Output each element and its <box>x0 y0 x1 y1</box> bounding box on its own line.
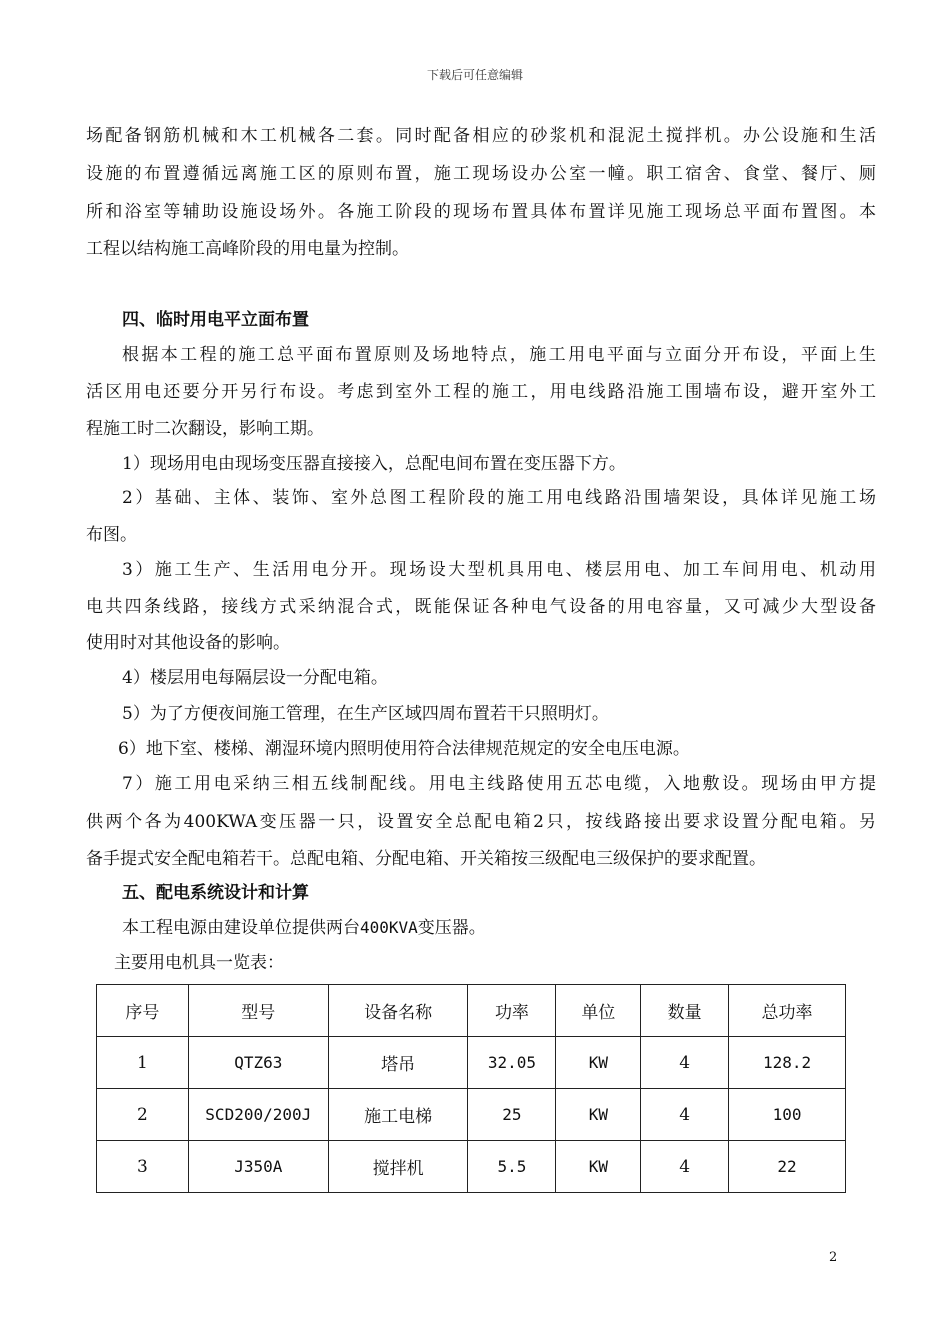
table-cell: KW <box>556 1141 641 1193</box>
transformer-capacity: 400KVA <box>360 918 418 937</box>
table-cell: 施工电梯 <box>328 1089 468 1141</box>
intro-line: 场配备钢筋机械和木工机械各二套。同时配备相应的砂浆机和混泥土搅拌机。办公设施和生活 <box>86 126 876 146</box>
table-cell: 100 <box>729 1089 846 1141</box>
section-4-line: 6）地下室、楼梯、潮湿环境内照明使用符合法律规范规定的安全电压电源。 <box>118 739 690 759</box>
section-5-title: 五、配电系统设计和计算 <box>122 883 309 903</box>
table-header-cell: 数量 <box>641 985 729 1037</box>
section-4-title: 四、临时用电平立面布置 <box>122 310 309 330</box>
section-5-text: 本工程电源由建设单位提供两台 <box>122 918 360 938</box>
intro-line: 设施的布置遵循远离施工区的原则布置，施工现场设办公室一幢。职工宿舍、食堂、餐厅、厕 <box>86 164 876 184</box>
table-cell: 1 <box>97 1037 189 1089</box>
section-4-line: 活区用电还要分开另行布设。考虑到室外工程的施工，用电线路沿施工围墙布设，避开室外工 <box>86 382 876 402</box>
table-caption: 主要用电机具一览表： <box>114 953 284 973</box>
table-cell: 塔吊 <box>328 1037 468 1089</box>
section-4-line: 备手提式安全配电箱若干。总配电箱、分配电箱、开关箱按三级配电三级保护的要求配置。 <box>86 849 766 869</box>
table-header-row <box>97 985 846 1037</box>
table-row <box>97 1037 846 1089</box>
table-header-cell: 单位 <box>556 985 641 1037</box>
equipment-table <box>96 984 846 1193</box>
table-cell: 4 <box>641 1141 729 1193</box>
intro-line: 工程以结构施工高峰阶段的用电量为控制。 <box>86 239 409 259</box>
section-5-line <box>122 918 486 938</box>
table-cell: KW <box>556 1089 641 1141</box>
table-cell: 128.2 <box>729 1037 846 1089</box>
table-cell: 25 <box>468 1089 556 1141</box>
page-number: 2 <box>829 1250 838 1265</box>
table-cell: 2 <box>97 1089 189 1141</box>
section-4-line: 5）为了方便夜间施工管理，在生产区域四周布置若干只照明灯。 <box>122 704 609 724</box>
table-row <box>97 1089 846 1141</box>
page-header: 下载后可任意编辑 <box>426 68 523 82</box>
section-4-line: 使用时对其他设备的影响。 <box>86 633 290 653</box>
section-4-line: 4）楼层用电每隔层设一分配电箱。 <box>122 668 388 688</box>
section-4-line: 7）施工用电采纳三相五线制配线。用电主线路使用五芯电缆，入地敷设。现场由甲方提 <box>122 774 876 794</box>
table-cell: KW <box>556 1037 641 1089</box>
section-4-line: 2）基础、主体、装饰、室外总图工程阶段的施工用电线路沿围墙架设，具体详见施工场 <box>122 488 876 508</box>
section-4-line: 供两个各为400KWA变压器一只，设置安全总配电箱2只，按线路接出要求设置分配电箱。另 <box>86 812 876 832</box>
table-header-cell: 型号 <box>188 985 328 1037</box>
table-cell: 22 <box>729 1141 846 1193</box>
table-cell: SCD200/200J <box>188 1089 328 1141</box>
section-4-line: 布图。 <box>86 525 137 545</box>
section-4-line: 3）施工生产、生活用电分开。现场设大型机具用电、楼层用电、加工车间用电、机动用 <box>122 560 876 580</box>
table-cell: 4 <box>641 1089 729 1141</box>
table-cell: QTZ63 <box>188 1037 328 1089</box>
table-row <box>97 1141 846 1193</box>
intro-line: 所和浴室等辅助设施设场外。各施工阶段的现场布置具体布置详见施工现场总平面布置图。本 <box>86 202 876 222</box>
section-5-text: 变压器。 <box>417 918 486 938</box>
section-4-line: 根据本工程的施工总平面布置原则及场地特点，施工用电平面与立面分开布设，平面上生 <box>122 345 876 365</box>
table-cell: 4 <box>641 1037 729 1089</box>
table-cell: 3 <box>97 1141 189 1193</box>
table-header-cell: 功率 <box>468 985 556 1037</box>
table-cell: 搅拌机 <box>328 1141 468 1193</box>
table-header-cell: 总功率 <box>729 985 846 1037</box>
table-cell: 5.5 <box>468 1141 556 1193</box>
table-header-cell: 序号 <box>97 985 189 1037</box>
table-cell: J350A <box>188 1141 328 1193</box>
table-cell: 32.05 <box>468 1037 556 1089</box>
section-4-line: 程施工时二次翻设，影响工期。 <box>86 419 324 439</box>
section-4-line: 电共四条线路，接线方式采纳混合式，既能保证各种电气设备的用电容量，又可减少大型设备 <box>86 597 876 617</box>
section-4-line: 1）现场用电由现场变压器直接接入，总配电间布置在变压器下方。 <box>122 454 626 474</box>
table-header-cell: 设备名称 <box>328 985 468 1037</box>
